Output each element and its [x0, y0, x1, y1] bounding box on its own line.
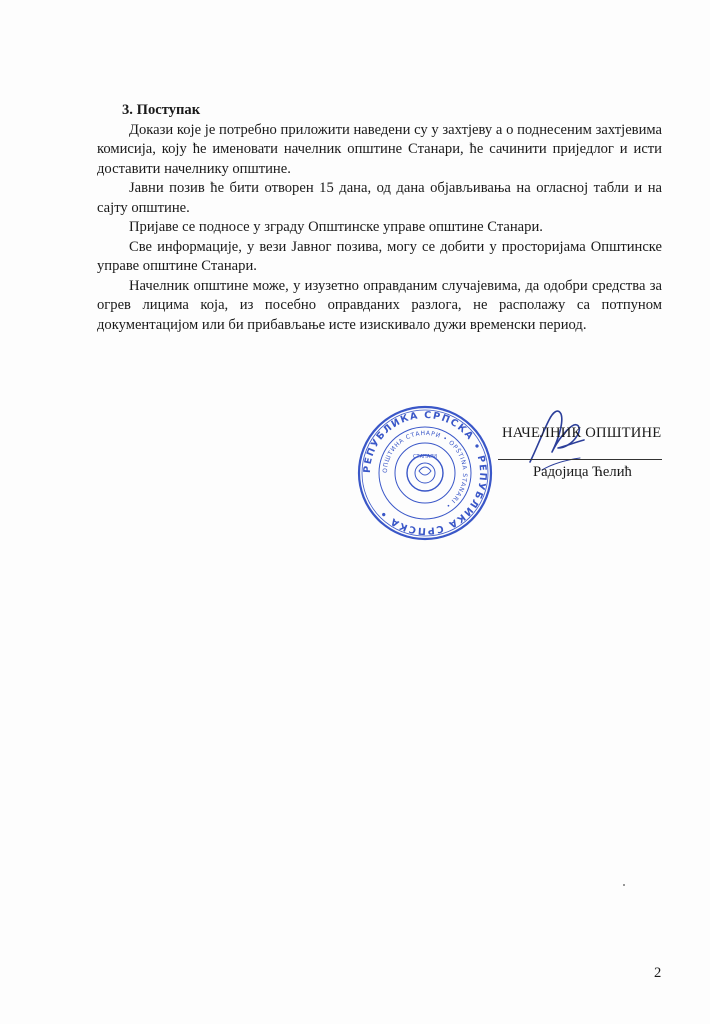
- stamp-center-text: СТАНАРИ: [413, 454, 437, 460]
- section-heading: 3. Поступак: [122, 102, 201, 118]
- page-number: 2: [654, 965, 662, 981]
- svg-text:РЕПУБЛИКА СРПСКА • РЕПУБЛИКА С: [362, 410, 488, 536]
- paragraph: Јавни позив ће бити отворен 15 дана, од дана објављивања на огласној табли и на сајту општине.: [97, 180, 662, 216]
- paragraph: Пријаве се подносе у зграду Општинске управе општине Станари.: [129, 219, 543, 235]
- signatory-title: НАЧЕЛНИК ОПШТИНЕ: [502, 425, 662, 441]
- paragraph: Начелник општине може, у изузетно оправданим случајевима, да одобри средства за огрев лицима која, из посебно оправданих разлога, не располажу са потпуном документацијом или би прибављање исте изискивало дужи временски период.: [97, 277, 662, 333]
- stamp-inner-text: ОПШТИНА СТАНАРИ • OPŠTINA STANARI •: [381, 429, 469, 510]
- paragraph: Докази које је потребно приложити наведени су у захтјеву а о поднесеним захтјевима комисија, коју ће именовати начелник општине Станари, ће сачинити приједлог и исти доставити начелнику општине.: [97, 121, 662, 177]
- official-stamp: [357, 405, 493, 541]
- signature-line: [498, 459, 662, 460]
- signatory-name: Радојица Ћелић: [533, 464, 632, 480]
- scan-speck: [623, 884, 625, 886]
- document-body: [97, 101, 662, 335]
- stamp-outer-text: РЕПУБЛИКА СРПСКА • РЕПУБЛИКА СРПСКА •: [361, 409, 489, 537]
- paragraph: Све информације, у вези Јавног позива, могу се добити у просторијама Општинске управе општине Станари.: [97, 238, 662, 274]
